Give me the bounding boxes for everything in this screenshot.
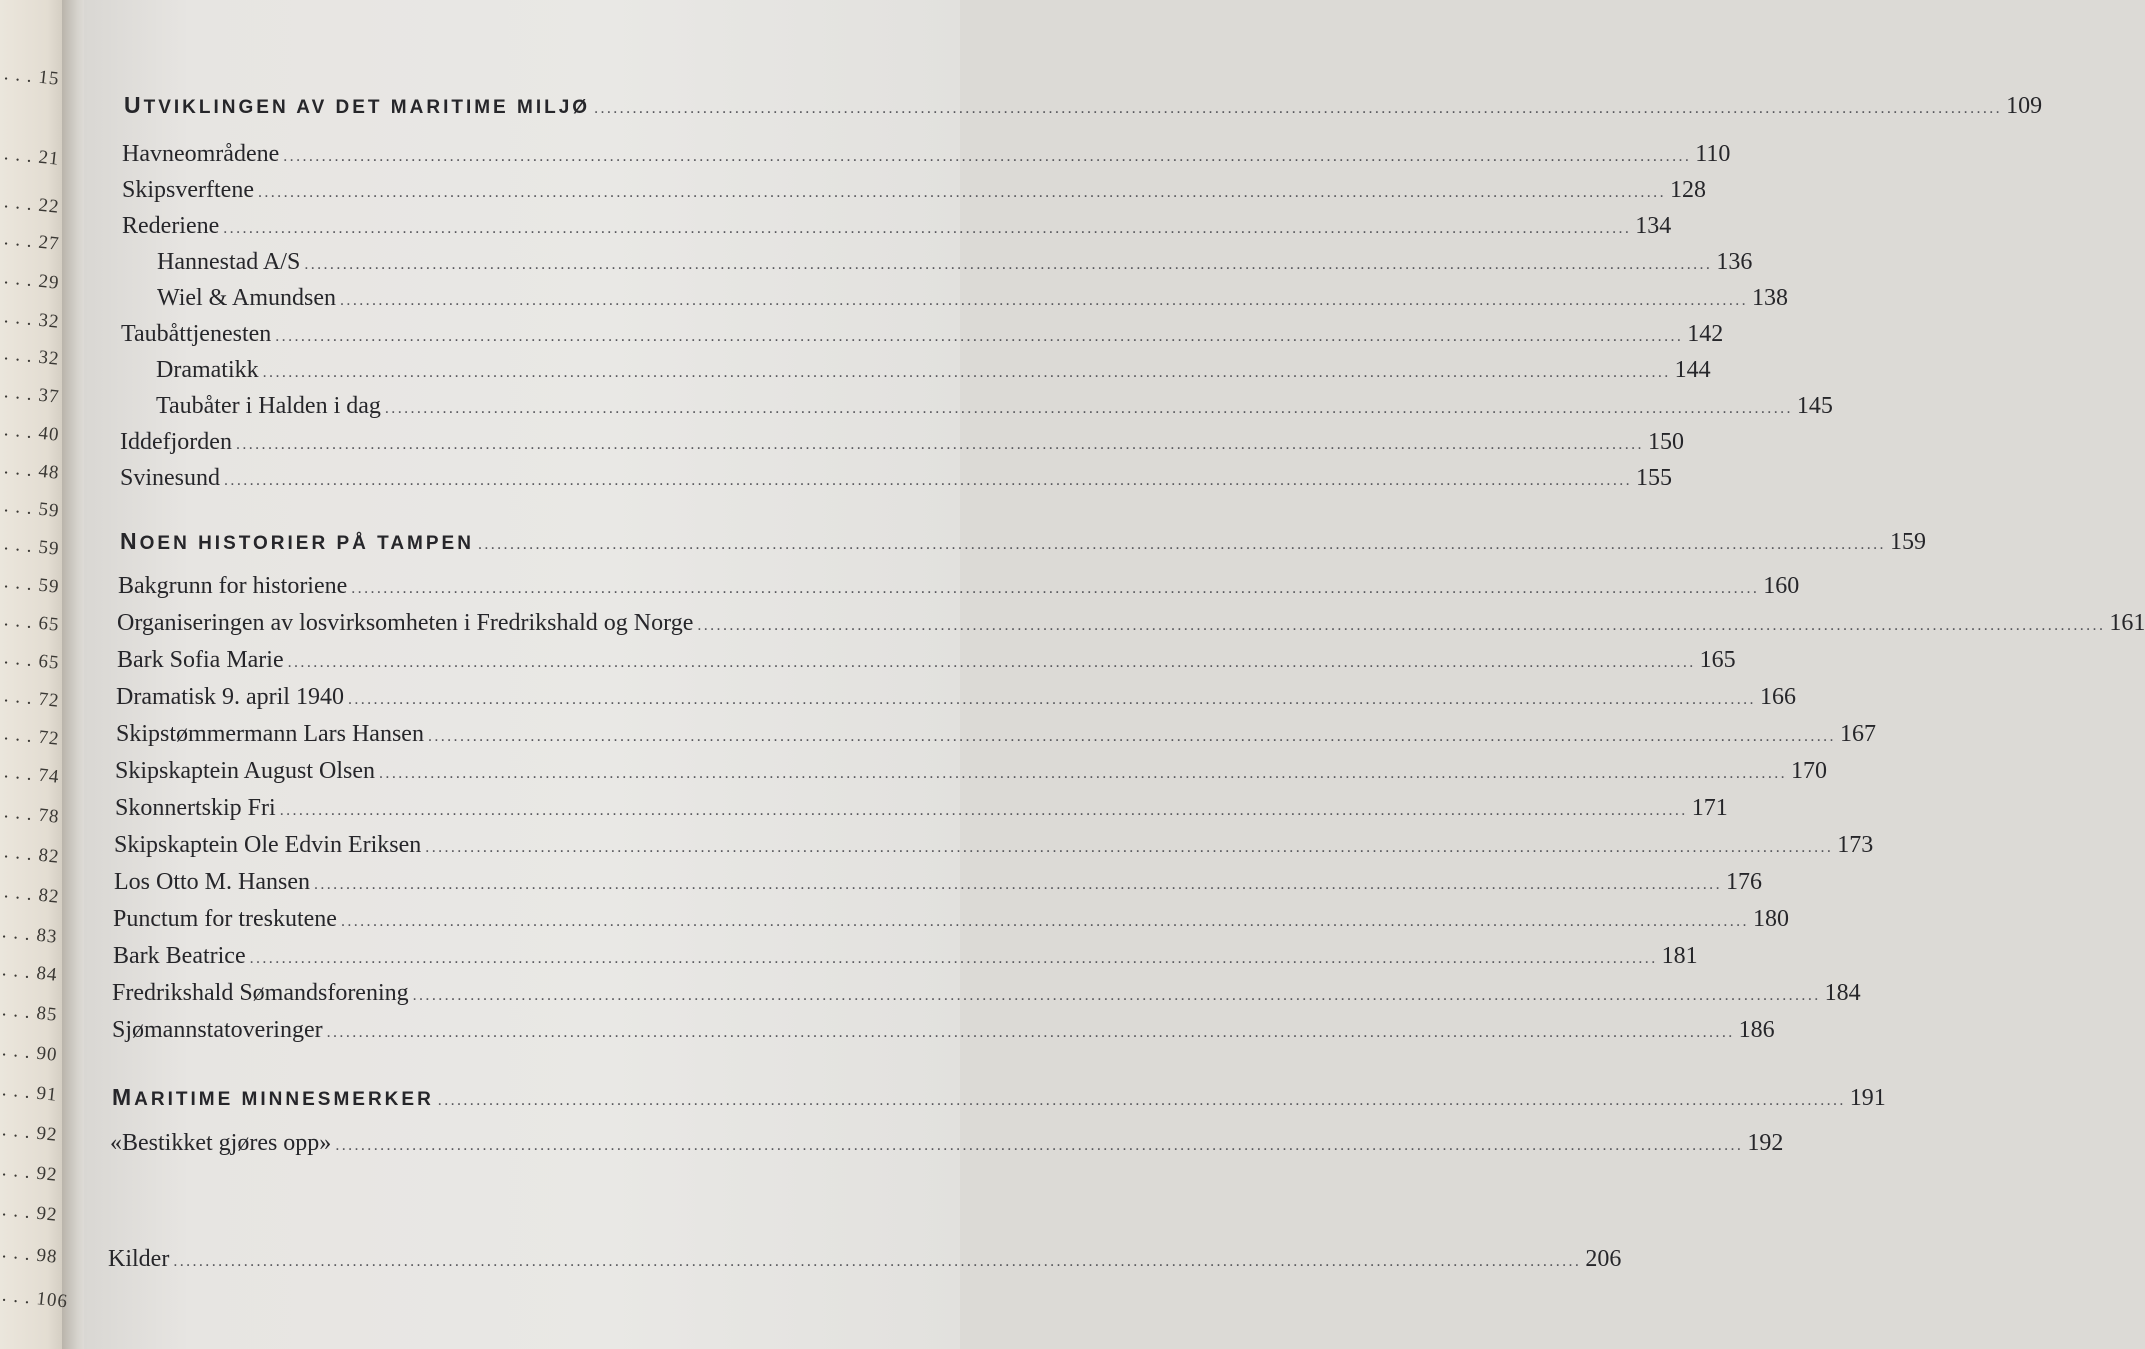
page-number: 142 xyxy=(1687,321,1724,347)
facing-page-number: . . . 85 xyxy=(1,999,59,1026)
section-title: NOEN HISTORIER PÅ TAMPEN xyxy=(120,528,474,554)
toc-entry xyxy=(114,830,1874,863)
page-number: 186 xyxy=(1738,1017,1775,1043)
toc-entry xyxy=(122,175,1706,208)
section-heading xyxy=(124,90,2043,124)
toc-entry xyxy=(115,793,1728,826)
page-number: 180 xyxy=(1752,906,1789,932)
leader-dots: ............................................................................................................................................................................................................................ xyxy=(697,617,2106,634)
facing-page-number: . . . 59 xyxy=(3,571,61,598)
entry-title: Fredrikshald Sømandsforening xyxy=(112,980,409,1006)
toc-entry xyxy=(117,608,2145,641)
page-number: 145 xyxy=(1796,393,1833,419)
leader-dots: ............................................................................................................................................................................................................................ xyxy=(283,148,1692,165)
toc-entry xyxy=(112,978,1861,1011)
section-heading xyxy=(120,526,1926,560)
leader-dots: ............................................................................................................................................................................................................................ xyxy=(235,436,1644,453)
page-number: 128 xyxy=(1669,177,1706,203)
page-number: 184 xyxy=(1824,980,1861,1006)
facing-page-number: . . . 82 xyxy=(3,881,61,908)
toc-entry-sources xyxy=(108,1244,1622,1277)
heading-initial: N xyxy=(120,528,140,554)
entry-title: Kilder xyxy=(108,1246,170,1272)
entry-title: Hannestad A/S xyxy=(157,249,301,275)
facing-page-number: . . . 40 xyxy=(3,419,61,446)
entry-title: Rederiene xyxy=(122,213,220,239)
toc-entry xyxy=(115,756,1828,789)
leader-dots: ............................................................................................................................................................................................................................ xyxy=(425,839,1834,856)
facing-page-number: . . . 84 xyxy=(1,959,59,986)
entry-title: Organiseringen av losvirksomheten i Fredrikshald og Norge xyxy=(117,610,694,636)
entry-title: Bakgrunn for historiene xyxy=(118,573,348,599)
leader-dots: ............................................................................................................................................................................................................................ xyxy=(223,220,1632,237)
page-number: 167 xyxy=(1839,721,1876,747)
leader-dots: ............................................................................................................................................................................................................................ xyxy=(412,987,1821,1004)
toc-subentry xyxy=(157,247,1753,280)
entry-title: Taubåter i Halden i dag xyxy=(156,393,381,419)
leader-dots: ............................................................................................................................................................................................................................ xyxy=(351,580,1760,597)
toc-subentry xyxy=(156,355,1711,388)
leader-dots: ............................................................................................................................................................................................................................ xyxy=(384,400,1793,417)
facing-page-number: . . . 59 xyxy=(3,495,61,522)
facing-page-number: . . . 32 xyxy=(3,343,61,370)
entry-title: Skonnertskip Fri xyxy=(115,795,276,821)
leader-dots: ............................................................................................................................................................................................................................ xyxy=(275,328,1684,345)
entry-title: Skipsverftene xyxy=(122,177,254,203)
facing-page-number: . . . 98 xyxy=(1,1241,59,1268)
leader-dots: ............................................................................................................................................................................................................................ xyxy=(257,184,1666,201)
facing-page-number: . . . 92 xyxy=(1,1159,59,1186)
facing-page-number: . . . 78 xyxy=(3,801,61,828)
facing-page-number: . . . 91 xyxy=(1,1079,59,1106)
leader-dots: ............................................................................................................................................................................................................................ xyxy=(340,292,1749,309)
leader-dots: ............................................................................................................................................................................................................................ xyxy=(340,913,1749,930)
page-number: 150 xyxy=(1647,429,1684,455)
toc-entry xyxy=(113,904,1789,937)
facing-page-number: . . . 29 xyxy=(3,267,61,294)
page-number: 161 xyxy=(2109,610,2145,636)
facing-page-number: . . . 90 xyxy=(1,1039,59,1066)
facing-page-number: . . . 92 xyxy=(1,1119,59,1146)
toc-subentry xyxy=(156,391,1833,424)
page-number: 171 xyxy=(1691,795,1728,821)
page-number: 155 xyxy=(1636,465,1673,491)
heading-initial: M xyxy=(112,1084,135,1110)
page-number: 138 xyxy=(1752,285,1789,311)
entry-title: Punctum for treskutene xyxy=(113,906,337,932)
leader-dots: ............................................................................................................................................................................................................................ xyxy=(173,1253,1582,1270)
page-number: 136 xyxy=(1716,249,1753,275)
toc-subentry xyxy=(157,283,1789,316)
entry-title: Dramatisk 9. april 1940 xyxy=(116,684,344,710)
toc-entry xyxy=(110,1128,1784,1161)
section-title: UTVIKLINGEN AV DET MARITIME MILJØ xyxy=(124,92,591,118)
page-number: 144 xyxy=(1674,357,1711,383)
facing-page-number: . . . 32 xyxy=(3,306,61,333)
toc-entry xyxy=(122,139,1731,172)
entry-title: Sjømannstatoveringer xyxy=(112,1017,323,1043)
leader-dots: ............................................................................................................................................................................................................................ xyxy=(477,536,1886,553)
toc-entry xyxy=(118,571,1800,604)
leader-dots: ............................................................................................................................................................................................................................ xyxy=(287,654,1696,671)
facing-page-number: . . . 15 xyxy=(3,63,61,90)
facing-page-number: . . . 37 xyxy=(3,381,61,408)
page-number: 166 xyxy=(1759,684,1796,710)
section-title: MARITIME MINNESMERKER xyxy=(112,1084,434,1110)
leader-dots: ............................................................................................................................................................................................................................ xyxy=(347,691,1756,708)
leader-dots: ............................................................................................................................................................................................................................ xyxy=(326,1024,1735,1041)
leader-dots: ............................................................................................................................................................................................................................ xyxy=(379,765,1788,782)
toc-entry xyxy=(121,319,1724,352)
facing-page-number: . . . 27 xyxy=(3,228,61,255)
page-number: 206 xyxy=(1585,1246,1622,1272)
facing-page-number: . . . 65 xyxy=(3,609,61,636)
facing-page-number: . . . 83 xyxy=(1,921,59,948)
page-number: 191 xyxy=(1849,1085,1886,1111)
leader-dots: ............................................................................................................................................................................................................................ xyxy=(249,950,1658,967)
facing-page-number: . . . 21 xyxy=(3,143,61,170)
toc-entry xyxy=(117,645,1736,678)
facing-page-number: . . . 82 xyxy=(3,841,61,868)
facing-page-number: . . . 22 xyxy=(3,191,61,218)
entry-title: Bark Sofia Marie xyxy=(117,647,284,673)
entry-title: Skipstømmermann Lars Hansen xyxy=(116,721,424,747)
leader-dots: ............................................................................................................................................................................................................................ xyxy=(594,100,2003,117)
facing-page-number: . . . 72 xyxy=(3,685,61,712)
entry-title: Skipskaptein Ole Edvin Eriksen xyxy=(114,832,422,858)
page-number: 192 xyxy=(1747,1130,1784,1156)
page-number: 173 xyxy=(1837,832,1874,858)
section-heading xyxy=(112,1082,1886,1116)
toc-entry xyxy=(120,427,1684,460)
leader-dots: ............................................................................................................................................................................................................................ xyxy=(279,802,1688,819)
toc-entry xyxy=(113,941,1698,974)
leader-dots: ............................................................................................................................................................................................................................ xyxy=(262,364,1671,381)
page-number: 176 xyxy=(1725,869,1762,895)
facing-page-number: . . . 59 xyxy=(3,533,61,560)
page-number: 109 xyxy=(2006,93,2043,119)
facing-page-number: . . . 48 xyxy=(3,457,61,484)
toc-entry xyxy=(120,463,1673,496)
page-number: 160 xyxy=(1763,573,1800,599)
leader-dots: ............................................................................................................................................................................................................................ xyxy=(304,256,1713,273)
leader-dots: ............................................................................................................................................................................................................................ xyxy=(335,1137,1744,1154)
entry-title: Svinesund xyxy=(120,465,221,491)
entry-title: Dramatikk xyxy=(156,357,259,383)
entry-title: Taubåttjenesten xyxy=(121,321,272,347)
page-number: 165 xyxy=(1699,647,1736,673)
facing-page-number: . . . 65 xyxy=(3,647,61,674)
toc-entry xyxy=(116,682,1796,715)
facing-page-number: . . . 74 xyxy=(3,761,61,788)
page-number: 170 xyxy=(1791,758,1828,784)
heading-initial: U xyxy=(124,92,144,118)
page-number: 181 xyxy=(1661,943,1698,969)
entry-title: Los Otto M. Hansen xyxy=(114,869,310,895)
page-number: 159 xyxy=(1889,529,1926,555)
entry-title: Bark Beatrice xyxy=(113,943,246,969)
entry-title: Skipskaptein August Olsen xyxy=(115,758,376,784)
leader-dots: ............................................................................................................................................................................................................................ xyxy=(224,472,1633,489)
facing-page-number: . . . 92 xyxy=(1,1199,59,1226)
facing-page-number: . . . 106 xyxy=(1,1284,69,1313)
facing-page-number: . . . 72 xyxy=(3,723,61,750)
toc-entry xyxy=(112,1015,1775,1048)
entry-title: «Bestikket gjøres opp» xyxy=(110,1130,332,1156)
leader-dots: ............................................................................................................................................................................................................................ xyxy=(437,1092,1846,1109)
toc-entry xyxy=(122,211,1672,244)
toc-entry xyxy=(116,719,1876,752)
entry-title: Havneområdene xyxy=(122,141,280,167)
leader-dots: ............................................................................................................................................................................................................................ xyxy=(427,728,1836,745)
entry-title: Wiel & Amundsen xyxy=(157,285,337,311)
leader-dots: ............................................................................................................................................................................................................................ xyxy=(313,876,1722,893)
entry-title: Iddefjorden xyxy=(120,429,232,455)
page-number: 134 xyxy=(1635,213,1672,239)
toc-entry xyxy=(114,867,1762,900)
page-number: 110 xyxy=(1695,141,1731,167)
